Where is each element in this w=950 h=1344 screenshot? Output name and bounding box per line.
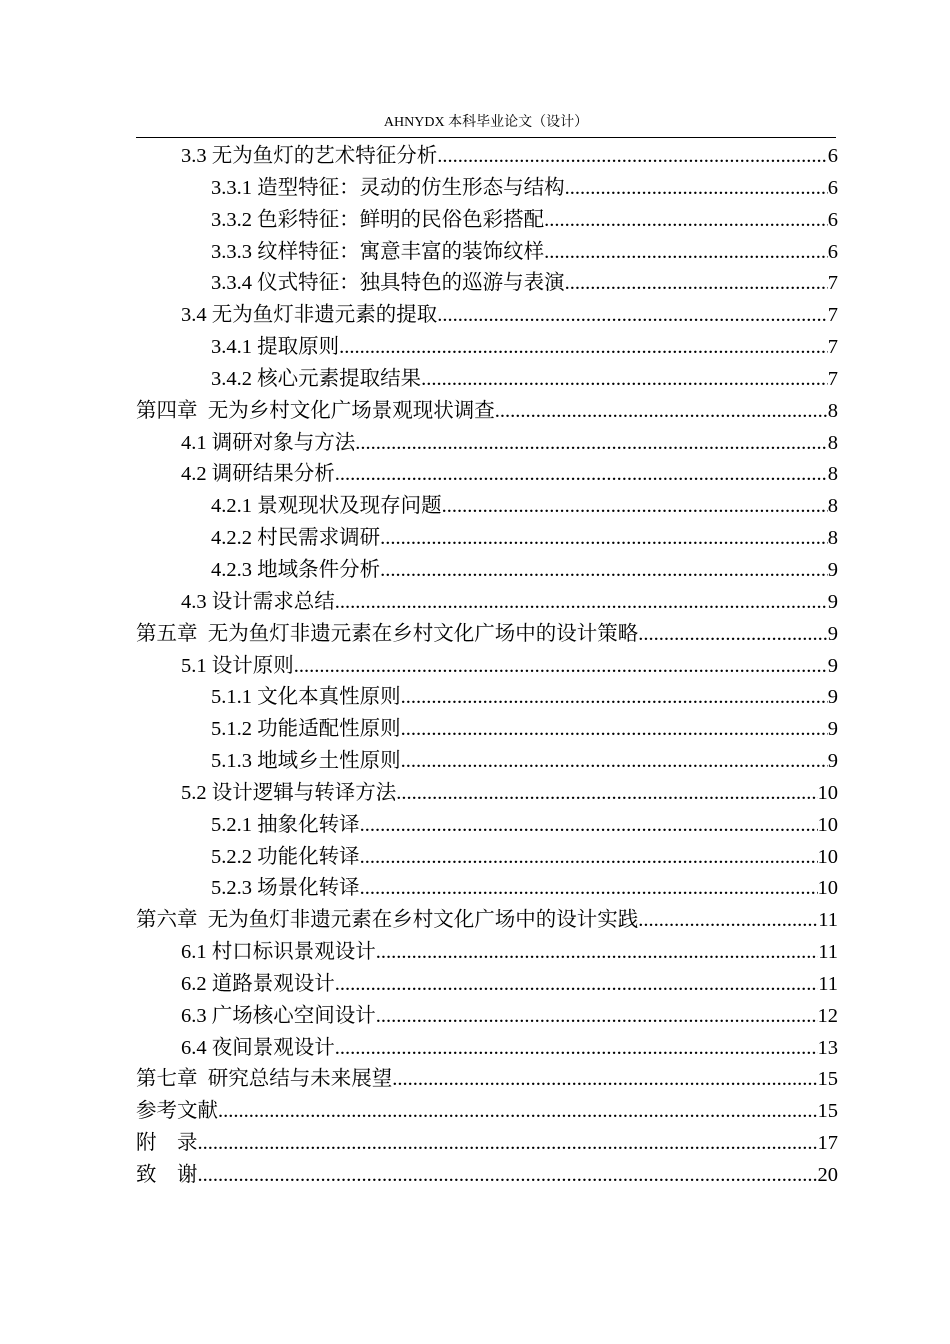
toc-entry-title: 3.3.2 色彩特征：鲜明的民俗色彩搭配	[211, 208, 545, 231]
toc-entry[interactable]	[136, 364, 838, 396]
toc-entry-title: 4.3 设计需求总结	[181, 590, 335, 613]
toc-page-number: 7	[827, 272, 838, 295]
toc-entry[interactable]	[136, 778, 838, 810]
toc-dot-leader	[360, 842, 818, 874]
toc-entry-title: 4.2.2 村民需求调研	[211, 527, 381, 550]
toc-dot-leader	[401, 682, 828, 714]
toc-entry-title: 第四章 无为乡村文化广场景观现状调查	[136, 399, 495, 422]
toc-page-number: 9	[827, 718, 838, 741]
toc-page-number: 11	[818, 909, 838, 932]
toc-entry-title: 5.1 设计原则	[181, 654, 294, 677]
toc-entry-title: 3.3 无为鱼灯的艺术特征分析	[181, 145, 438, 167]
toc-entry[interactable]	[136, 1064, 838, 1096]
toc-entry[interactable]	[136, 555, 838, 587]
toc-entry[interactable]	[136, 714, 838, 746]
toc-entry[interactable]	[136, 491, 838, 523]
toc-dot-leader	[198, 1128, 818, 1160]
toc-page-number: 7	[827, 336, 838, 359]
toc-entry-title: 3.4 无为鱼灯非遗元素的提取	[181, 304, 438, 327]
toc-entry[interactable]	[136, 842, 838, 874]
toc-dot-leader	[335, 1033, 818, 1065]
toc-entry[interactable]	[136, 268, 838, 300]
toc-dot-leader	[335, 459, 828, 491]
toc-page-number: 10	[817, 813, 838, 836]
toc-dot-leader	[638, 619, 828, 651]
toc-page-number: 13	[817, 1036, 838, 1059]
toc-entry-title: 4.2.3 地域条件分析	[211, 558, 381, 581]
toc-page-number: 9	[827, 686, 838, 709]
toc-page-number: 9	[827, 590, 838, 613]
toc-entry[interactable]	[136, 459, 838, 491]
toc-page-number: 8	[827, 527, 838, 550]
running-header: AHNYDX 本科毕业论文（设计）	[383, 115, 589, 130]
toc-page-number: 15	[817, 1100, 838, 1123]
toc-entry-title: 5.2 设计逻辑与转译方法	[181, 781, 397, 804]
toc-dot-leader	[218, 1096, 818, 1128]
toc-entry-title: 3.3.4 仪式特征：独具特色的巡游与表演	[211, 272, 565, 295]
toc-entry-title: 6.2 道路景观设计	[181, 972, 335, 995]
toc-entry[interactable]	[136, 141, 838, 173]
toc-dot-leader	[495, 396, 828, 428]
toc-entry[interactable]	[136, 1096, 838, 1128]
toc-entry-title: 4.2 调研结果分析	[181, 463, 335, 486]
toc-entry[interactable]	[136, 396, 838, 428]
toc-page-number: 9	[827, 750, 838, 773]
toc-entry-title: 致 谢	[136, 1164, 198, 1186]
toc-dot-leader	[335, 969, 819, 1001]
toc-page-number: 9	[827, 558, 838, 581]
toc-entry-title: 第五章 无为鱼灯非遗元素在乡村文化广场中的设计策略	[136, 622, 639, 645]
toc-dot-leader	[294, 651, 828, 683]
toc-dot-leader	[421, 364, 828, 396]
toc-entry[interactable]	[136, 1128, 838, 1160]
toc-entry-title: 3.4.1 提取原则	[211, 336, 340, 359]
toc-dot-leader	[437, 141, 828, 173]
toc-entry[interactable]	[136, 1001, 838, 1033]
toc-entry[interactable]	[136, 746, 838, 778]
toc-page-number: 7	[827, 304, 838, 327]
toc-page-number: 9	[827, 622, 838, 645]
toc-dot-leader	[198, 1160, 818, 1192]
toc-dot-leader	[376, 937, 819, 969]
toc-entry-title: 4.1 调研对象与方法	[181, 431, 356, 454]
toc-page-number: 12	[817, 1004, 838, 1027]
toc-entry-title: 6.1 村口标识景观设计	[181, 941, 376, 964]
toc-entry-title: 5.1.2 功能适配性原则	[211, 718, 401, 741]
toc-entry-title: 3.3.3 纹样特征：寓意丰富的装饰纹样	[211, 240, 545, 263]
toc-page-number: 9	[827, 654, 838, 677]
toc-entry-title: 6.3 广场核心空间设计	[181, 1004, 376, 1027]
toc-page-number: 11	[818, 972, 838, 995]
toc-entry[interactable]	[136, 682, 838, 714]
toc-entry[interactable]	[136, 523, 838, 555]
table-of-contents	[136, 141, 838, 1192]
toc-entry-title: 3.3.1 造型特征：灵动的仿生形态与结构	[211, 176, 565, 199]
toc-entry-title: 3.4.2 核心元素提取结果	[211, 367, 422, 390]
toc-entry[interactable]	[136, 587, 838, 619]
toc-page-number: 6	[827, 145, 838, 167]
toc-entry[interactable]	[136, 1033, 838, 1065]
toc-page-number: 6	[827, 208, 838, 231]
toc-dot-leader	[544, 205, 828, 237]
toc-page-number: 8	[827, 463, 838, 486]
toc-entry[interactable]	[136, 969, 838, 1001]
header-divider	[136, 137, 836, 138]
toc-entry[interactable]	[136, 332, 838, 364]
toc-page-number: 8	[827, 431, 838, 454]
toc-page-number: 15	[817, 1068, 838, 1091]
toc-dot-leader	[396, 778, 817, 810]
toc-entry[interactable]	[136, 1160, 838, 1192]
toc-dot-leader	[565, 173, 828, 205]
toc-entry-title: 5.2.1 抽象化转译	[211, 813, 360, 836]
toc-dot-leader	[638, 905, 818, 937]
toc-dot-leader	[360, 873, 818, 905]
toc-entry[interactable]	[136, 937, 838, 969]
toc-page-number: 8	[827, 399, 838, 422]
toc-page-number: 11	[818, 941, 838, 964]
toc-dot-leader	[401, 714, 828, 746]
toc-entry-title: 6.4 夜间景观设计	[181, 1036, 335, 1059]
toc-dot-leader	[380, 555, 828, 587]
toc-entry-title: 5.2.2 功能化转译	[211, 845, 360, 868]
toc-entry[interactable]	[136, 237, 838, 269]
toc-entry-title: 参考文献	[136, 1100, 218, 1123]
toc-page-number: 17	[817, 1132, 838, 1155]
toc-page-number: 7	[827, 367, 838, 390]
toc-dot-leader	[401, 746, 828, 778]
toc-dot-leader	[392, 1064, 817, 1096]
toc-page-number: 20	[817, 1164, 838, 1186]
toc-dot-leader	[544, 237, 828, 269]
toc-page-number: 10	[817, 845, 838, 868]
toc-entry[interactable]	[136, 651, 838, 683]
toc-dot-leader	[360, 810, 818, 842]
toc-entry[interactable]	[136, 619, 838, 651]
toc-entry-title: 第六章 无为鱼灯非遗元素在乡村文化广场中的设计实践	[136, 909, 639, 932]
toc-page-number: 10	[817, 877, 838, 900]
toc-entry[interactable]	[136, 428, 838, 460]
toc-entry-title: 附 录	[136, 1132, 198, 1155]
toc-entry[interactable]	[136, 300, 838, 332]
toc-page-number: 6	[827, 176, 838, 199]
toc-entry[interactable]	[136, 810, 838, 842]
toc-entry[interactable]	[136, 905, 838, 937]
toc-entry[interactable]	[136, 205, 838, 237]
toc-dot-leader	[437, 300, 828, 332]
toc-entry[interactable]	[136, 873, 838, 905]
toc-page-number: 6	[827, 240, 838, 263]
toc-dot-leader	[442, 491, 828, 523]
toc-dot-leader	[335, 587, 828, 619]
toc-entry-title: 4.2.1 景观现状及现存问题	[211, 495, 442, 518]
toc-page-number: 8	[827, 495, 838, 518]
toc-entry-title: 5.1.3 地域乡土性原则	[211, 750, 401, 773]
toc-dot-leader	[565, 268, 828, 300]
toc-dot-leader	[376, 1001, 818, 1033]
toc-dot-leader	[380, 523, 828, 555]
toc-entry-title: 5.1.1 文化本真性原则	[211, 686, 401, 709]
toc-entry-title: 5.2.3 场景化转译	[211, 877, 360, 900]
toc-dot-leader	[339, 332, 828, 364]
toc-page-number: 10	[817, 781, 838, 804]
toc-entry[interactable]	[136, 173, 838, 205]
toc-entry-title: 第七章 研究总结与未来展望	[136, 1068, 393, 1091]
toc-dot-leader	[355, 428, 828, 460]
